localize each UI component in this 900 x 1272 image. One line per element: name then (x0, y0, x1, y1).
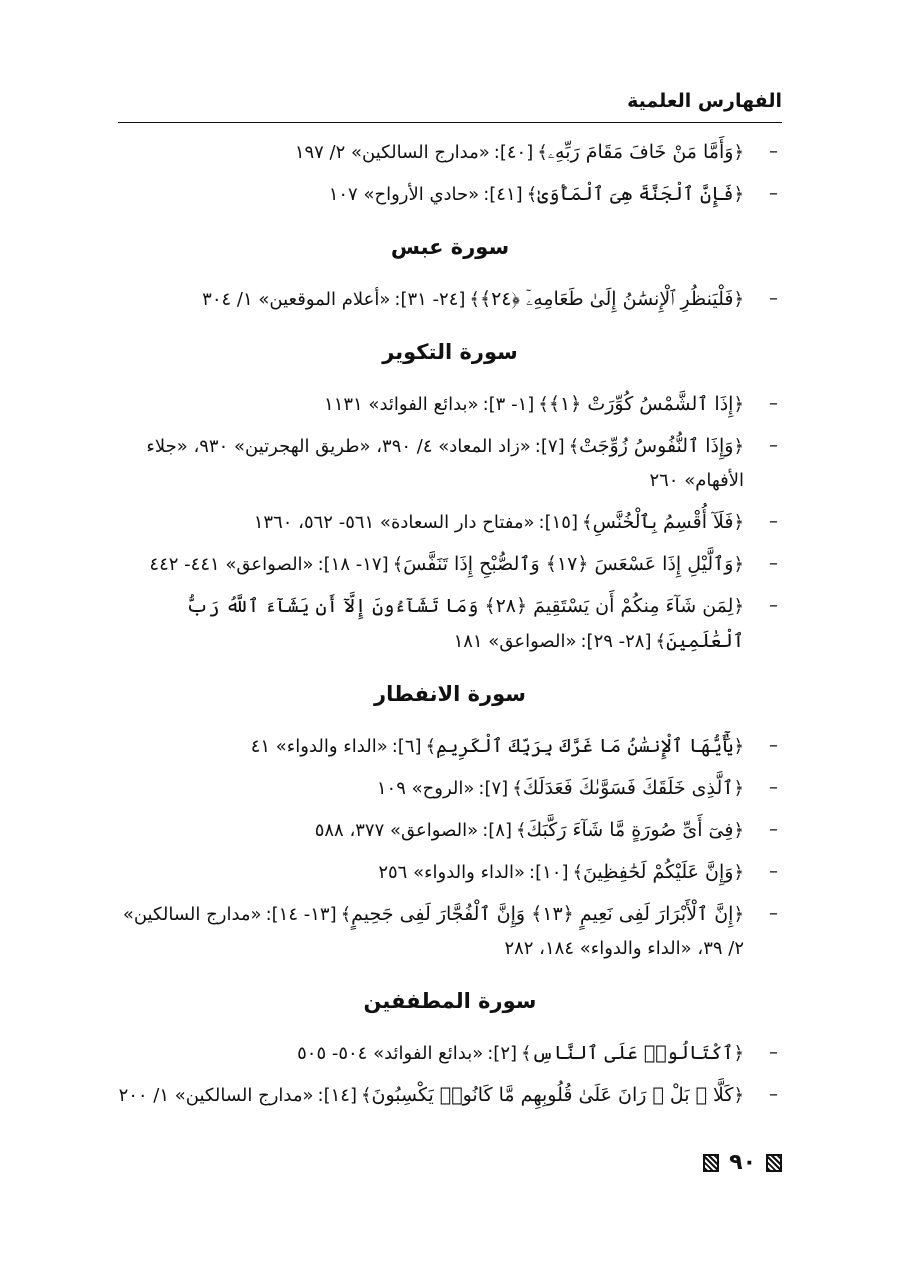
page-number: ٩٠ (729, 1150, 756, 1175)
index-entry (118, 547, 782, 582)
index-entry (118, 505, 782, 540)
surah-heading: سورة عبس (390, 235, 510, 259)
surah-heading: سورة الانفطار (374, 682, 526, 706)
index-entry (118, 813, 782, 848)
ayah-text: فَإِنَّ ٱلْجَنَّةَ هِىَ ٱلْمَأْوَىٰ (537, 183, 734, 205)
ornament-icon (703, 1154, 719, 1172)
ayah-text: وَٱلَّيْلِ إِذَا عَسْعَسَ ﴿١٧﴾ وَٱلصُّبْحِ إِذَا تَنَفَّسَ (403, 553, 734, 575)
ornate-bracket-open: ﴿ (733, 778, 744, 799)
ayah-reference: [١٥]: (538, 512, 579, 533)
entry-dash: – (769, 861, 778, 882)
ornate-bracket-close: ﴾ (538, 394, 549, 415)
ayah-reference: [١- ٣]: (482, 394, 535, 415)
ayah-reference: [٤٠]: (493, 142, 534, 163)
ayah-text: فِىٓ أَىِّ صُورَةٍ مَّا شَآءَ رَكَّبَكَ (526, 819, 734, 841)
index-entry (118, 589, 782, 659)
ornate-bracket-close: ﴾ (526, 184, 538, 205)
ornate-bracket-open: ﴿ (733, 394, 744, 415)
source-citation: «مفتاح دار السعادة» ٥٦١- ٥٦٢، ١٣٦٠ (253, 512, 535, 533)
ornate-bracket-open: ﴿ (733, 736, 744, 757)
source-citation: «مدارج السالكين» ١/ ٢٠٠ (118, 1085, 314, 1106)
index-entry (118, 429, 782, 498)
source-citation: «الداء والدواء» ٢٥٦ (378, 862, 525, 883)
source-citation: «الصواعق» ٤٤١- ٤٤٢ (149, 554, 314, 575)
ayah-reference: [٢٤- ٣١]: (394, 289, 466, 310)
ayah-text: يَٰٓأَيُّهَا ٱلْإِنسَٰنُ مَا غَرَّكَ بِرَبِّكَ ٱلْكَرِيمِ (436, 735, 734, 757)
index-entry (118, 135, 782, 170)
running-header: الفهارس العلمية (627, 90, 782, 112)
index-entry (118, 771, 782, 806)
index-entry (118, 897, 782, 966)
ornate-bracket-close: ﴾ (392, 554, 404, 575)
ornate-bracket-open: ﴿ (733, 596, 744, 617)
ayah-reference: [٨]: (482, 820, 512, 841)
ornate-bracket-close: ﴾ (537, 142, 548, 163)
index-entry (118, 387, 782, 422)
header-rule (118, 122, 782, 123)
ayah-reference: [١٣- ١٤]: (265, 904, 337, 925)
ayah-reference: [٢]: (487, 1043, 518, 1064)
entry-dash: – (769, 435, 778, 456)
ornate-bracket-close: ﴾ (425, 736, 437, 757)
ornate-bracket-close: ﴾ (515, 820, 527, 841)
entry-dash: – (769, 288, 778, 309)
entry-dash: – (769, 183, 778, 204)
ornate-bracket-close: ﴾ (655, 631, 667, 652)
ornate-bracket-open: ﴿ (733, 184, 744, 205)
ornate-bracket-close: ﴾ (469, 289, 480, 310)
ayah-reference: [١٤]: (317, 1085, 357, 1106)
entry-dash: – (769, 735, 778, 756)
index-entry (118, 855, 782, 890)
entry-dash: – (769, 595, 778, 616)
source-citation: «الصواعق» ٣٧٧، ٥٨٨ (314, 820, 479, 841)
ayah-reference: [٧]: (478, 778, 509, 799)
ayah-reference: [٧]: (534, 436, 565, 457)
ayah-text: وَإِنَّ عَلَيْكُمْ لَحَٰفِظِينَ (583, 861, 734, 883)
entry-dash: – (769, 141, 778, 162)
ornate-bracket-open: ﴿ (733, 820, 744, 841)
source-citation: «الصواعق» ١٨١ (453, 631, 577, 652)
entry-dash: – (769, 393, 778, 414)
ornate-bracket-close: ﴾ (360, 1085, 372, 1106)
ornate-bracket-open: ﴿ (733, 554, 744, 575)
entry-dash: – (769, 903, 778, 924)
source-citation: «زاد المعاد» ٤/ ٣٩٠، «طريق الهجرتين» ٩٣٠، «جلاء الأفهام» ٢٦٠ (146, 436, 744, 491)
ornate-bracket-open: ﴿ (733, 1043, 744, 1064)
ornate-bracket-close: ﴾ (568, 436, 580, 457)
ayah-reference: [١٠]: (529, 862, 569, 883)
entry-dash: – (769, 777, 778, 798)
entry-dash: – (769, 1084, 778, 1105)
index-content (118, 128, 782, 1120)
ayah-text: فَلَآ أُقْسِمُ بِٱلْخُنَّسِ (592, 511, 734, 533)
ayah-reference: [١٧- ١٨]: (317, 554, 389, 575)
ornate-bracket-open: ﴿ (733, 1085, 744, 1106)
ornate-bracket-open: ﴿ (733, 904, 744, 925)
index-entry (118, 1078, 782, 1113)
index-entry (118, 729, 782, 764)
ornate-bracket-open: ﴿ (733, 289, 744, 310)
ayah-text: ٱلَّذِى خَلَقَكَ فَسَوَّىٰكَ فَعَدَلَكَ (522, 777, 734, 799)
surah-heading: سورة المطففين (363, 989, 537, 1013)
ayah-text: إِذَا ٱلشَّمْسُ كُوِّرَتْ ﴿١﴾ (548, 393, 734, 415)
source-citation: «بدائع الفوائد» ١١٣١ (324, 394, 479, 415)
source-citation: «أعلام الموقعين» ١/ ٣٠٤ (202, 289, 391, 310)
ornate-bracket-open: ﴿ (733, 436, 744, 457)
ayah-text: إِنَّ ٱلْأَبْرَارَ لَفِى نَعِيمٍ ﴿١٣﴾ وَإِنَّ ٱلْفُجَّارَ لَفِى جَحِيمٍ (351, 903, 734, 925)
ornate-bracket-open: ﴿ (733, 512, 744, 533)
ayah-reference: [٢٨- ٢٩]: (580, 631, 652, 652)
ayah-text: لِمَن شَآءَ مِنكُمْ أَن يَسْتَقِيمَ ﴿٢٨﴾ وَمَا تَشَآءُونَ إِلَّآ أَن يَشَآءَ ٱللَّهُ رَبُّ ٱلْعَٰلَمِينَ (186, 595, 744, 652)
entry-dash: – (769, 1042, 778, 1063)
index-entry (118, 1036, 782, 1071)
source-citation: «مدارج السالكين» ٢/ ٣٩، «الداء والدواء» ١٨٤، ٢٨٢ (122, 904, 744, 959)
ornate-bracket-open: ﴿ (733, 862, 744, 883)
surah-heading: سورة التكوير (382, 340, 518, 364)
ayah-text: فَلْيَنظُرِ ٱلْإِنسَٰنُ إِلَىٰ طَعَامِهِۦٓ ﴿٢٤﴾ (479, 288, 734, 310)
source-citation: «مدارج السالكين» ٢/ ١٩٧ (294, 142, 490, 163)
source-citation: «بدائع الفوائد» ٥٠٤- ٥٠٥ (297, 1043, 484, 1064)
entry-dash: – (769, 511, 778, 532)
index-entry (118, 282, 782, 317)
ayah-text: ٱكْتَالُوا۟ عَلَى ٱلنَّاسِ (531, 1042, 734, 1064)
entry-dash: – (769, 819, 778, 840)
ornate-bracket-close: ﴾ (582, 512, 593, 533)
ayah-text: كَلَّا ۖ بَلْ ۜ رَانَ عَلَىٰ قُلُوبِهِم مَّا كَانُوا۟ يَكْسِبُونَ (371, 1084, 734, 1106)
ayah-reference: [٦]: (391, 736, 422, 757)
ornate-bracket-close: ﴾ (572, 862, 584, 883)
ornate-bracket-close: ﴾ (340, 904, 352, 925)
ornate-bracket-close: ﴾ (521, 1043, 532, 1064)
ornate-bracket-open: ﴿ (733, 142, 744, 163)
source-citation: «حادي الأرواح» ١٠٧ (328, 184, 480, 205)
source-citation: «الداء والدواء» ٤١ (250, 736, 388, 757)
ornament-icon (766, 1154, 782, 1172)
ayah-reference: [٤١]: (483, 184, 523, 205)
page-footer (703, 1150, 782, 1175)
ayah-text: وَأَمَّا مَنْ خَافَ مَقَامَ رَبِّهِۦ (547, 141, 734, 163)
index-entry (118, 177, 782, 212)
source-citation: «الروح» ١٠٩ (376, 778, 475, 799)
ornate-bracket-close: ﴾ (512, 778, 523, 799)
entry-dash: – (769, 553, 778, 574)
ayah-text: وَإِذَا ٱلنُّفُوسُ زُوِّجَتْ (579, 435, 734, 457)
